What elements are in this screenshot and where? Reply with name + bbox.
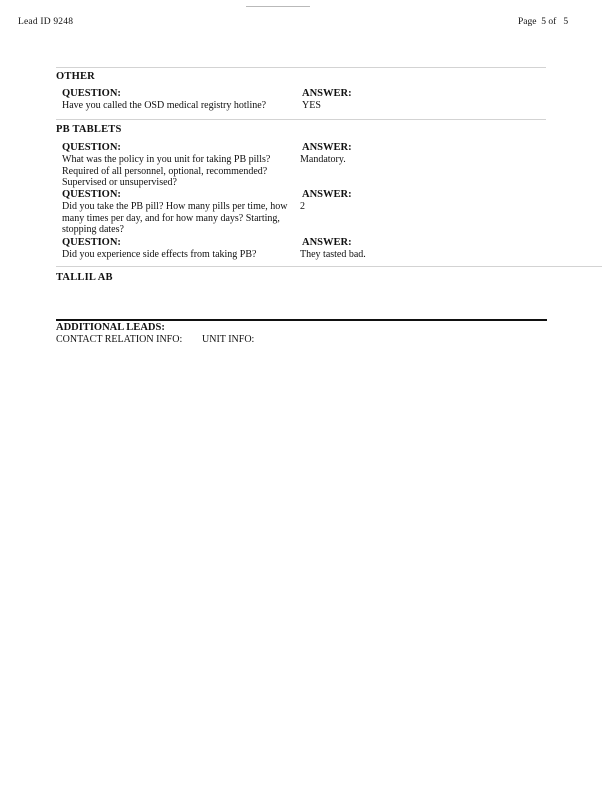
question-line: Have you called the OSD medical registry hotline? (62, 100, 267, 111)
question-label: QUESTION: (62, 237, 121, 248)
question-text (62, 154, 298, 189)
answer-label: ANSWER: (302, 142, 352, 153)
question-line: Required of all personnel, optional, recommended? (62, 165, 268, 177)
answer-text: They tasted bad. (300, 249, 366, 260)
question-line: Supervised or unsupervised? (62, 177, 177, 189)
section-divider (56, 119, 546, 120)
question-text (62, 100, 298, 112)
additional-leads-heading: ADDITIONAL LEADS: (56, 322, 165, 333)
top-divider (246, 6, 310, 7)
question-line: stopping dates? (62, 224, 124, 236)
section-divider (56, 266, 602, 267)
question-label: QUESTION: (62, 189, 121, 200)
question-line: What was the policy in you unit for taking PB pills? (62, 154, 271, 165)
section-heading-other: OTHER (56, 71, 95, 82)
answer-text: 2 (300, 201, 305, 212)
section-divider (56, 67, 546, 68)
answer-label: ANSWER: (302, 237, 352, 248)
question-label: QUESTION: (62, 88, 121, 99)
question-text (62, 201, 298, 236)
question-line: Did you take the PB pill? How many pills per time, how (62, 201, 288, 212)
question-line: Did you experience side effects from taking PB? (62, 249, 257, 260)
answer-label: ANSWER: (302, 189, 352, 200)
answer-text: YES (302, 100, 321, 111)
question-label: QUESTION: (62, 142, 121, 153)
additional-leads-rule (56, 319, 547, 321)
lead-id: Lead ID 9248 (18, 17, 74, 27)
page-number: Page 5 of 5 (518, 17, 569, 27)
section-heading-pb-tablets: PB TABLETS (56, 124, 122, 135)
answer-label: ANSWER: (302, 88, 352, 99)
contact-relation-info-label: CONTACT RELATION INFO: (56, 334, 183, 345)
question-line: many times per day, and for how many days? Starting, (62, 212, 280, 224)
question-text (62, 249, 298, 261)
answer-text: Mandatory. (300, 154, 346, 165)
unit-info-label: UNIT INFO: (202, 334, 255, 345)
section-heading-tallil-ab: TALLIL AB (56, 272, 113, 283)
